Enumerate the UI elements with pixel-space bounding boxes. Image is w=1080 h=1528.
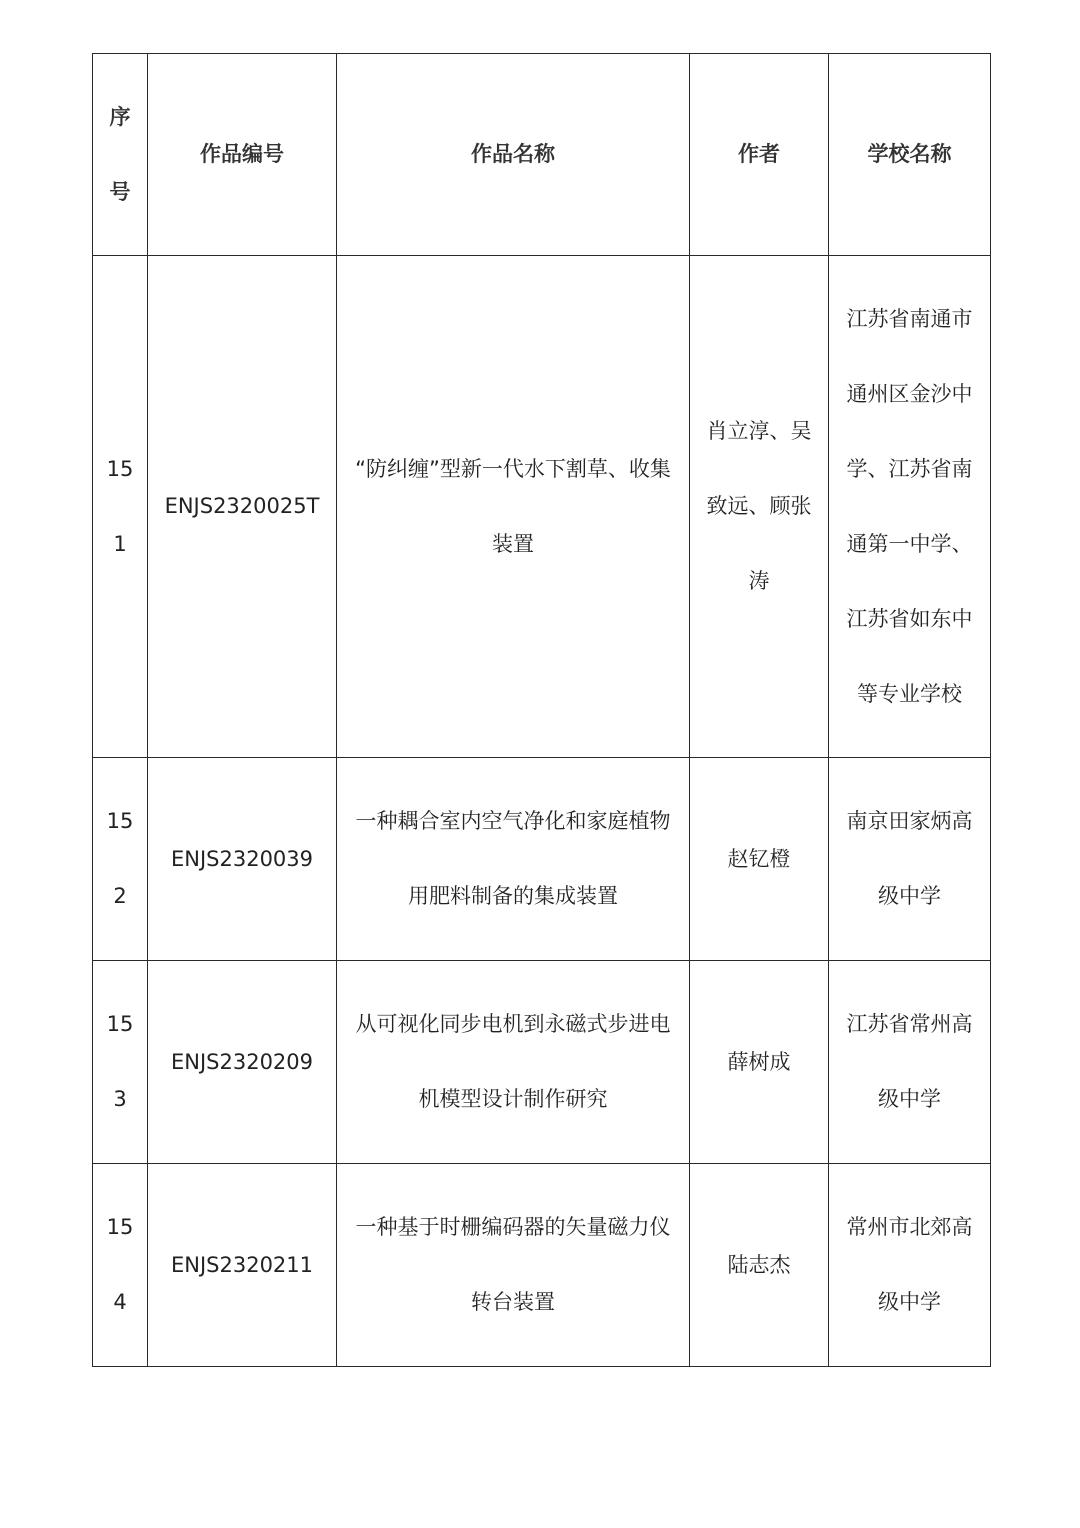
row-index: 153 bbox=[93, 961, 148, 1164]
row-code: ENJS2320209 bbox=[148, 961, 337, 1164]
table-row bbox=[93, 758, 991, 961]
header-school: 学校名称 bbox=[829, 54, 991, 256]
row-code: ENJS2320039 bbox=[148, 758, 337, 961]
header-title: 作品名称 bbox=[337, 54, 690, 256]
row-author: 赵钇橙 bbox=[690, 758, 829, 961]
row-title: 一种耦合室内空气净化和家庭植物用肥料制备的集成装置 bbox=[337, 758, 690, 961]
row-author: 肖立淳、吴致远、顾张涛 bbox=[690, 256, 829, 758]
row-author: 薛树成 bbox=[690, 961, 829, 1164]
table-row bbox=[93, 256, 991, 758]
row-code: ENJS2320211 bbox=[148, 1164, 337, 1367]
header-code: 作品编号 bbox=[148, 54, 337, 256]
table-header-row bbox=[93, 54, 991, 256]
table-row bbox=[93, 1164, 991, 1367]
row-title: 从可视化同步电机到永磁式步进电机模型设计制作研究 bbox=[337, 961, 690, 1164]
table-row bbox=[93, 961, 991, 1164]
row-index: 151 bbox=[93, 256, 148, 758]
row-school: 常州市北郊高级中学 bbox=[829, 1164, 991, 1367]
row-author: 陆志杰 bbox=[690, 1164, 829, 1367]
header-index-line1: 序 bbox=[109, 104, 131, 129]
award-list-table bbox=[92, 53, 991, 1367]
header-index bbox=[93, 54, 148, 256]
row-school: 南京田家炳高级中学 bbox=[829, 758, 991, 961]
row-title: 一种基于时栅编码器的矢量磁力仪转台装置 bbox=[337, 1164, 690, 1367]
row-code: ENJS2320025T bbox=[148, 256, 337, 758]
header-author: 作者 bbox=[690, 54, 829, 256]
row-index: 152 bbox=[93, 758, 148, 961]
row-title: “防纠缠”型新一代水下割草、收集装置 bbox=[337, 256, 690, 758]
header-index-line2: 号 bbox=[109, 179, 131, 204]
row-index: 154 bbox=[93, 1164, 148, 1367]
row-school: 江苏省常州高级中学 bbox=[829, 961, 991, 1164]
row-school: 江苏省南通市通州区金沙中学、江苏省南通第一中学、江苏省如东中等专业学校 bbox=[829, 256, 991, 758]
